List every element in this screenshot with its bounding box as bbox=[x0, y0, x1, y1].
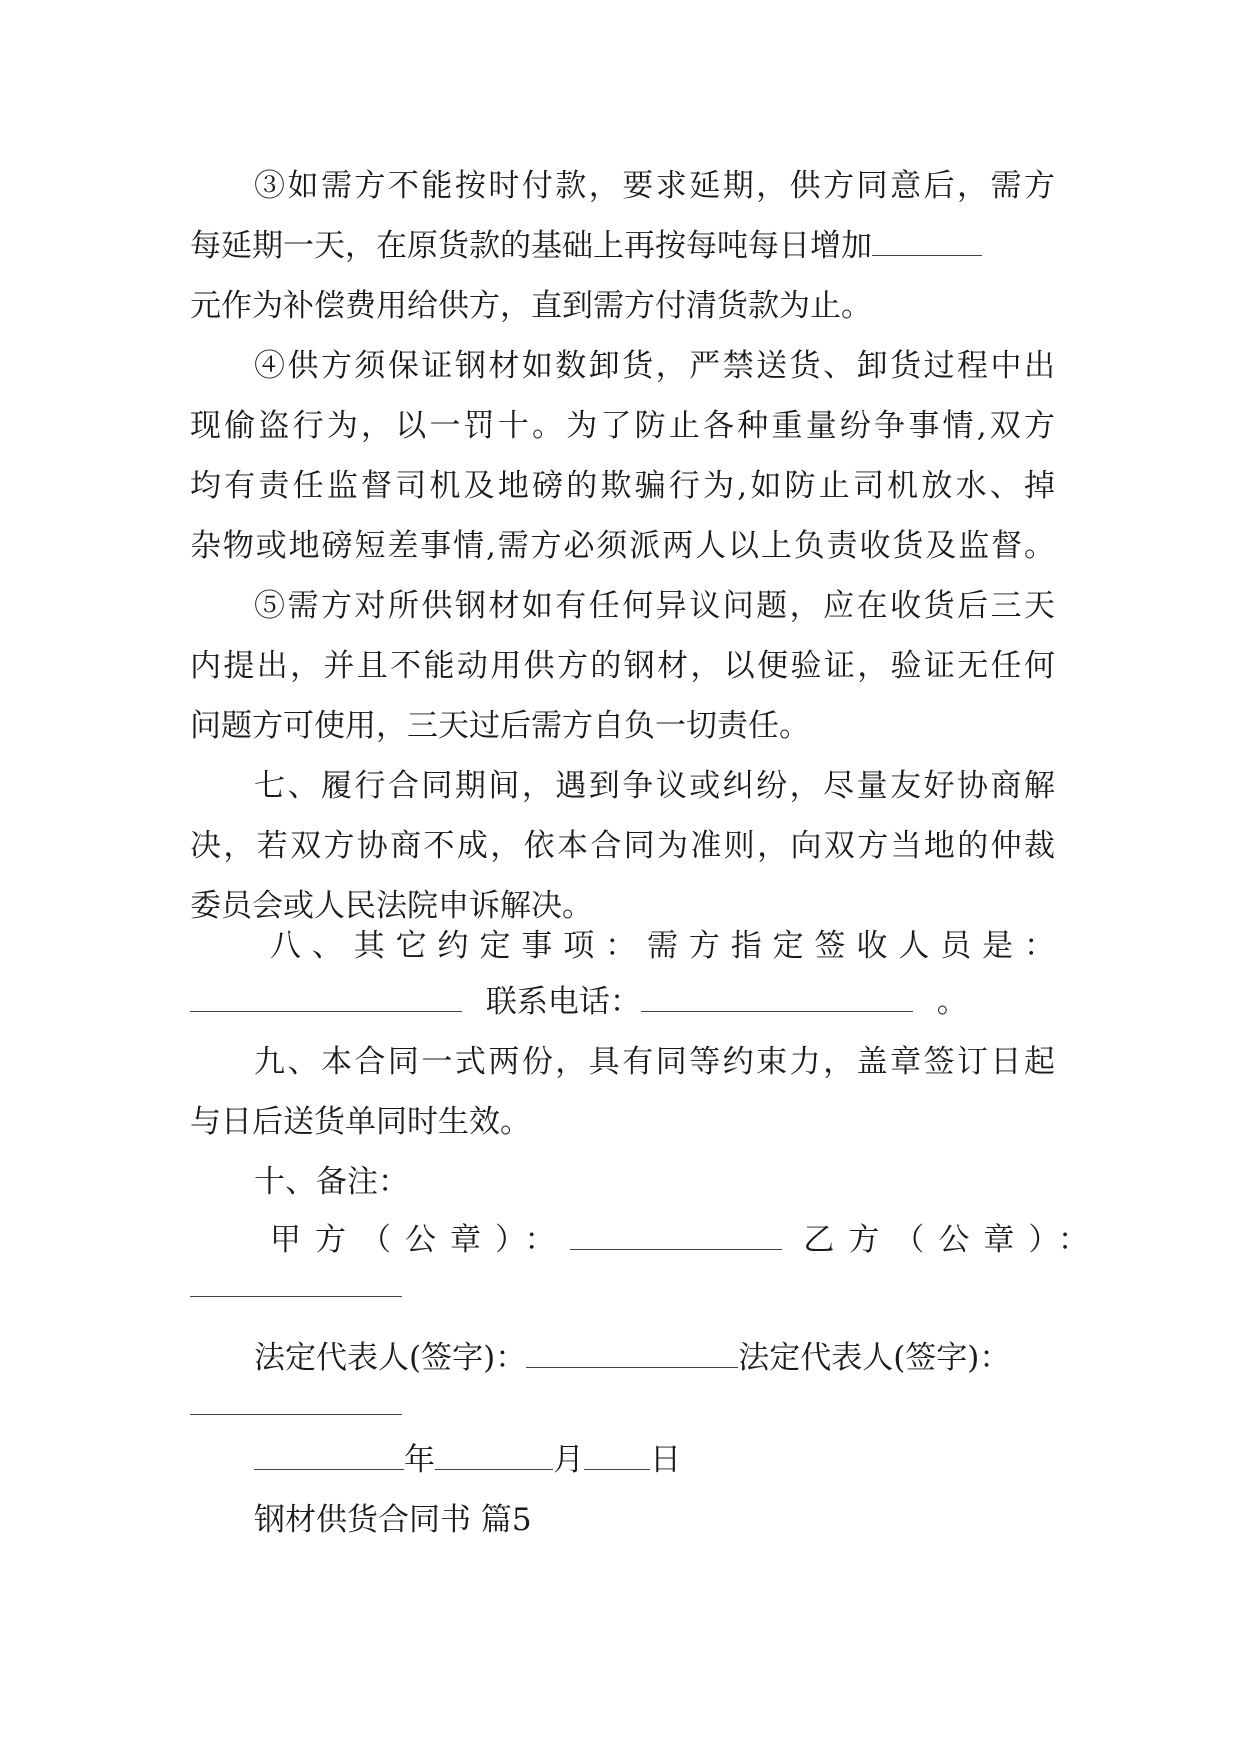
day-blank bbox=[584, 1441, 650, 1470]
clause-4-line-2: 现偷盗行为，以一罚十。为了防止各种重量纷争事情,双方 bbox=[190, 408, 1055, 444]
clause-5-line-1: ⑤需方对所供钢材如有任何异议问题，应在收货后三天 bbox=[254, 588, 1055, 624]
clause-5-line-2: 内提出，并且不能动用供方的钢材，以便验证，验证无任何 bbox=[190, 648, 1055, 684]
year-label: 年 bbox=[404, 1442, 435, 1478]
section-7-line-1: 七、履行合同期间，遇到争议或纠纷，尽量友好协商解 bbox=[254, 768, 1055, 804]
section-7-line-3: 委员会或人民法院申诉解决。 bbox=[190, 888, 593, 924]
party-b-rep-blank bbox=[190, 1414, 402, 1415]
phone-blank bbox=[641, 983, 913, 1012]
clause-4-line-4: 杂物或地磅短差事情,需方必须派两人以上负责收货及监督。 bbox=[190, 528, 1055, 564]
month-blank bbox=[435, 1441, 553, 1470]
section-9-line-1: 九、本合同一式两份，具有同等约束力，盖章签订日起 bbox=[254, 1044, 1055, 1080]
date-line bbox=[254, 1440, 1055, 1480]
recipient-blank bbox=[190, 983, 462, 1012]
section-7-line-2: 决，若双方协商不成，依本合同为准则，向双方当地的仲裁 bbox=[190, 828, 1055, 864]
clause-5-line-3: 问题方可使用，三天过后需方自负一切责任。 bbox=[190, 708, 810, 744]
clause-3-line-2 bbox=[190, 226, 1055, 266]
party-b-seal-label: 乙方（公章）： bbox=[803, 1222, 1103, 1258]
party-seal-line bbox=[270, 1220, 1103, 1260]
next-section-title: 钢材供货合同书 篇5 bbox=[254, 1502, 532, 1538]
section-8-end: 。 bbox=[936, 984, 968, 1020]
year-blank bbox=[254, 1441, 404, 1470]
clause-3-line-2-text: 每延期一天，在原货款的基础上再按每吨每日增加 bbox=[190, 228, 872, 264]
section-9-line-2: 与日后送货单同时生效。 bbox=[190, 1104, 531, 1140]
party-a-rep-blank bbox=[526, 1339, 738, 1368]
blank-underline bbox=[872, 227, 982, 256]
section-8-line-1: 八、其它约定事项：需方指定签收人员是： bbox=[270, 928, 1055, 964]
party-b-seal-blank bbox=[190, 1296, 402, 1297]
party-a-seal-label: 甲方（公章）： bbox=[270, 1222, 570, 1258]
clause-3-line-1: ③如需方不能按时付款，要求延期，供方同意后，需方 bbox=[254, 168, 1055, 204]
section-10-remarks: 十、备注： bbox=[254, 1164, 409, 1200]
clause-3-line-3: 元作为补偿费用给供方，直到需方付清货款为止。 bbox=[190, 288, 872, 324]
representative-line bbox=[254, 1338, 1055, 1378]
clause-4-line-3: 均有责任监督司机及地磅的欺骗行为,如防止司机放水、掉 bbox=[190, 468, 1055, 504]
phone-label: 联系电话： bbox=[485, 984, 641, 1020]
section-8-line-2 bbox=[190, 982, 1055, 1022]
clause-4-line-1: ④供方须保证钢材如数卸货，严禁送货、卸货过程中出 bbox=[254, 348, 1055, 384]
party-b-rep-label: 法定代表人(签字)： bbox=[738, 1340, 1011, 1376]
party-a-rep-label: 法定代表人(签字)： bbox=[254, 1340, 527, 1376]
party-a-seal-blank bbox=[570, 1221, 782, 1250]
day-label: 日 bbox=[650, 1442, 681, 1478]
month-label: 月 bbox=[553, 1442, 584, 1478]
